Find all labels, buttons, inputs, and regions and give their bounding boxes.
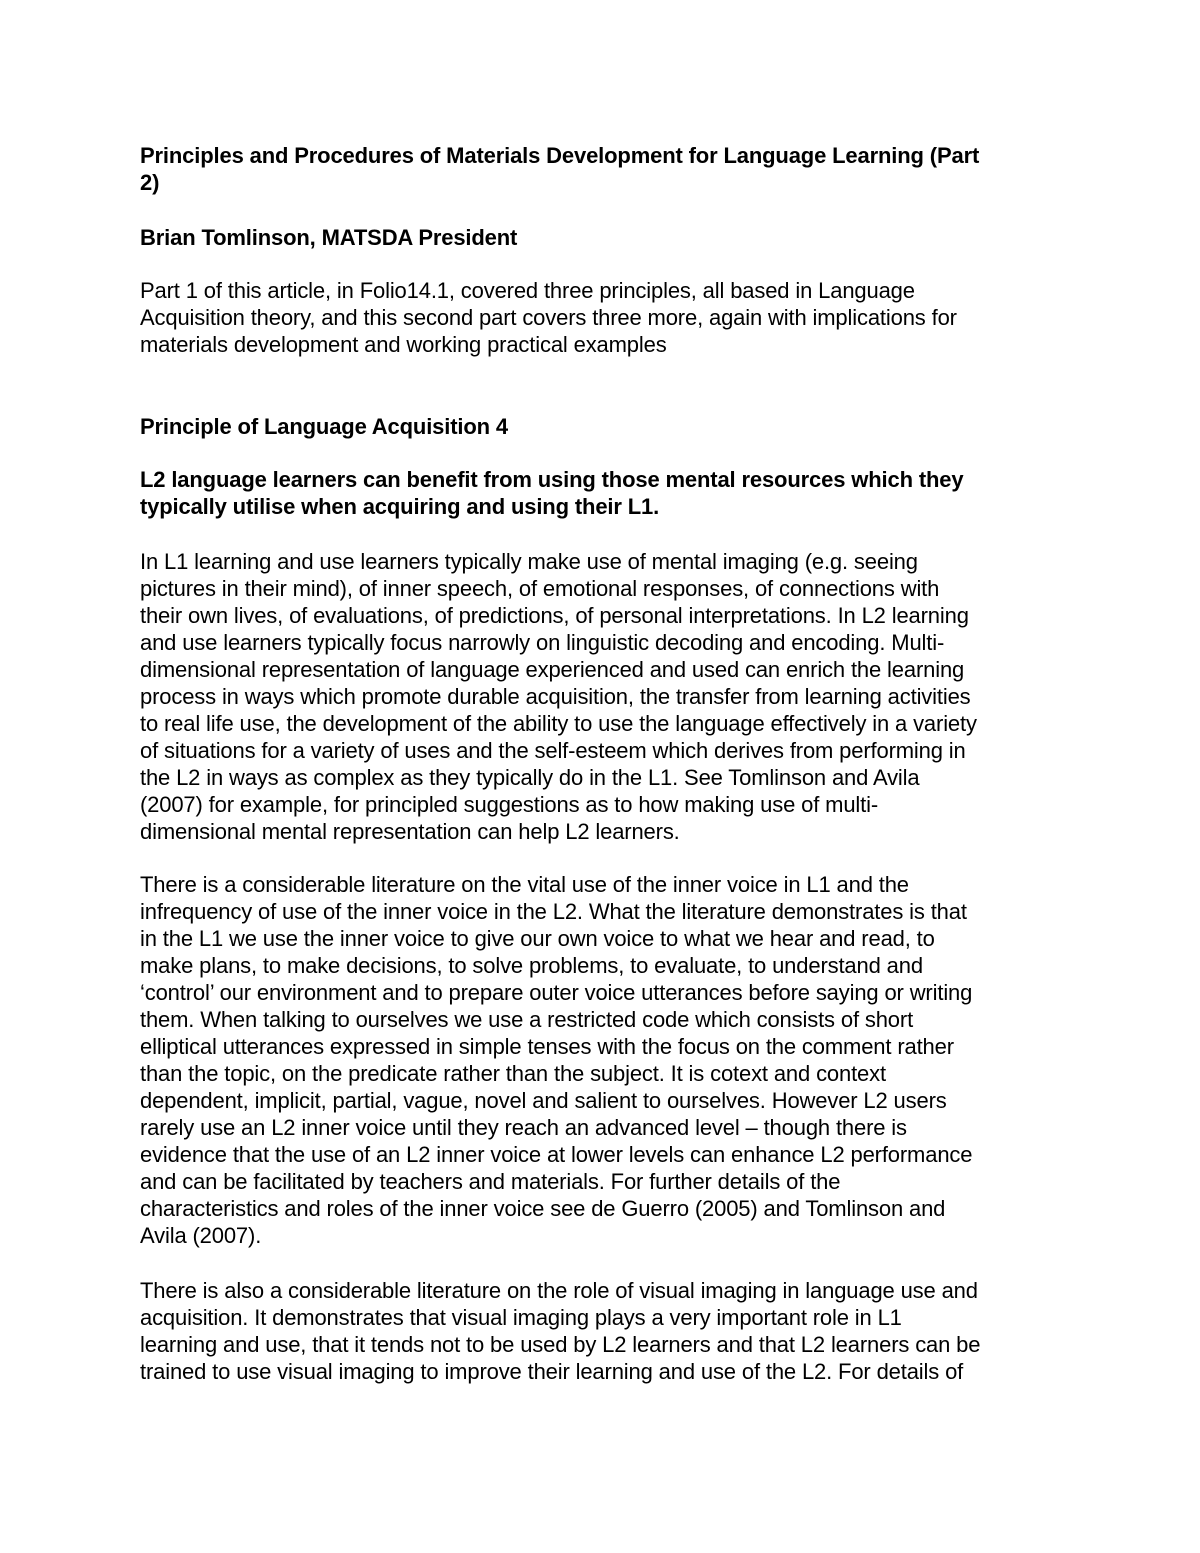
- document-body: [140, 140, 1060, 1385]
- intro-paragraph: [140, 277, 1060, 358]
- paragraph-line: them. When talking to ourselves we use a restricted code which consists of short: [140, 1007, 914, 1032]
- paragraph-line: dimensional mental representation can help L2 learners.: [140, 819, 680, 844]
- paragraph-line: Avila (2007).: [140, 1223, 262, 1248]
- body-paragraph-3: [140, 1277, 1060, 1385]
- paragraph-line: Acquisition theory, and this second part covers three more, again with implications for: [140, 305, 957, 330]
- paragraph-line: There is a considerable literature on the vital use of the inner voice in L1 and the: [140, 872, 909, 897]
- paragraph-line: to real life use, the development of the ability to use the language effectively in a variety: [140, 711, 977, 736]
- article-title-line: 2): [140, 170, 160, 195]
- principle-statement-line: L2 language learners can benefit from using those mental resources which they: [140, 467, 964, 492]
- paragraph-line: than the topic, on the predicate rather than the subject. It is cotext and context: [140, 1061, 886, 1086]
- paragraph-line: evidence that the use of an L2 inner voice at lower levels can enhance L2 performance: [140, 1142, 973, 1167]
- paragraph-line: pictures in their mind), of inner speech, of emotional responses, of connections with: [140, 576, 940, 601]
- paragraph-line: materials development and working practical examples: [140, 332, 667, 357]
- paragraph-line: infrequency of use of the inner voice in the L2. What the literature demonstrates is that: [140, 899, 967, 924]
- paragraph-line: and use learners typically focus narrowly on linguistic decoding and encoding. Multi-: [140, 630, 945, 655]
- paragraph-line: Part 1 of this article, in Folio14.1, covered three principles, all based in Language: [140, 278, 915, 303]
- body-paragraph-1: [140, 548, 1060, 845]
- paragraph-line: make plans, to make decisions, to solve problems, to evaluate, to understand and: [140, 953, 923, 978]
- principle-statement: [140, 466, 1060, 520]
- paragraph-line: trained to use visual imaging to improve their learning and use of the L2. For details of: [140, 1359, 964, 1384]
- author-name: Brian Tomlinson, MATSDA President: [140, 225, 518, 250]
- section-heading: Principle of Language Acquisition 4: [140, 414, 508, 439]
- paragraph-line: and can be facilitated by teachers and materials. For further details of the: [140, 1169, 841, 1194]
- paragraph-line: elliptical utterances expressed in simple tenses with the focus on the comment rather: [140, 1034, 954, 1059]
- paragraph-line: the L2 in ways as complex as they typically do in the L1. See Tomlinson and Avila: [140, 765, 920, 790]
- paragraph-line: process in ways which promote durable acquisition, the transfer from learning activities: [140, 684, 971, 709]
- principle-heading: [140, 413, 1060, 440]
- principle-statement-line: typically utilise when acquiring and using their L1.: [140, 494, 660, 519]
- paragraph-line: ‘control’ our environment and to prepare outer voice utterances before saying or writing: [140, 980, 973, 1005]
- paragraph-line: acquisition. It demonstrates that visual imaging plays a very important role in L1: [140, 1305, 902, 1330]
- paragraph-line: In L1 learning and use learners typically make use of mental imaging (e.g. seeing: [140, 549, 918, 574]
- paragraph-line: in the L1 we use the inner voice to give our own voice to what we hear and read, to: [140, 926, 935, 951]
- body-paragraph-2: [140, 871, 1060, 1249]
- author-line: [140, 224, 1060, 251]
- paragraph-line: their own lives, of evaluations, of predictions, of personal interpretations. In L2 learning: [140, 603, 969, 628]
- paragraph-line: rarely use an L2 inner voice until they reach an advanced level – though there is: [140, 1115, 907, 1140]
- paragraph-line: characteristics and roles of the inner voice see de Guerro (2005) and Tomlinson and: [140, 1196, 946, 1221]
- article-title-line: Principles and Procedures of Materials Development for Language Learning (Part: [140, 143, 980, 168]
- paragraph-line: There is also a considerable literature on the role of visual imaging in language use and: [140, 1278, 978, 1303]
- paragraph-line: dependent, implicit, partial, vague, novel and salient to ourselves. However L2 users: [140, 1088, 947, 1113]
- article-title: [140, 142, 1060, 196]
- paragraph-line: of situations for a variety of uses and the self-esteem which derives from performing in: [140, 738, 966, 763]
- paragraph-line: dimensional representation of language experienced and used can enrich the learning: [140, 657, 965, 682]
- paragraph-line: learning and use, that it tends not to be used by L2 learners and that L2 learners can be: [140, 1332, 981, 1357]
- paragraph-line: (2007) for example, for principled suggestions as to how making use of multi-: [140, 792, 879, 817]
